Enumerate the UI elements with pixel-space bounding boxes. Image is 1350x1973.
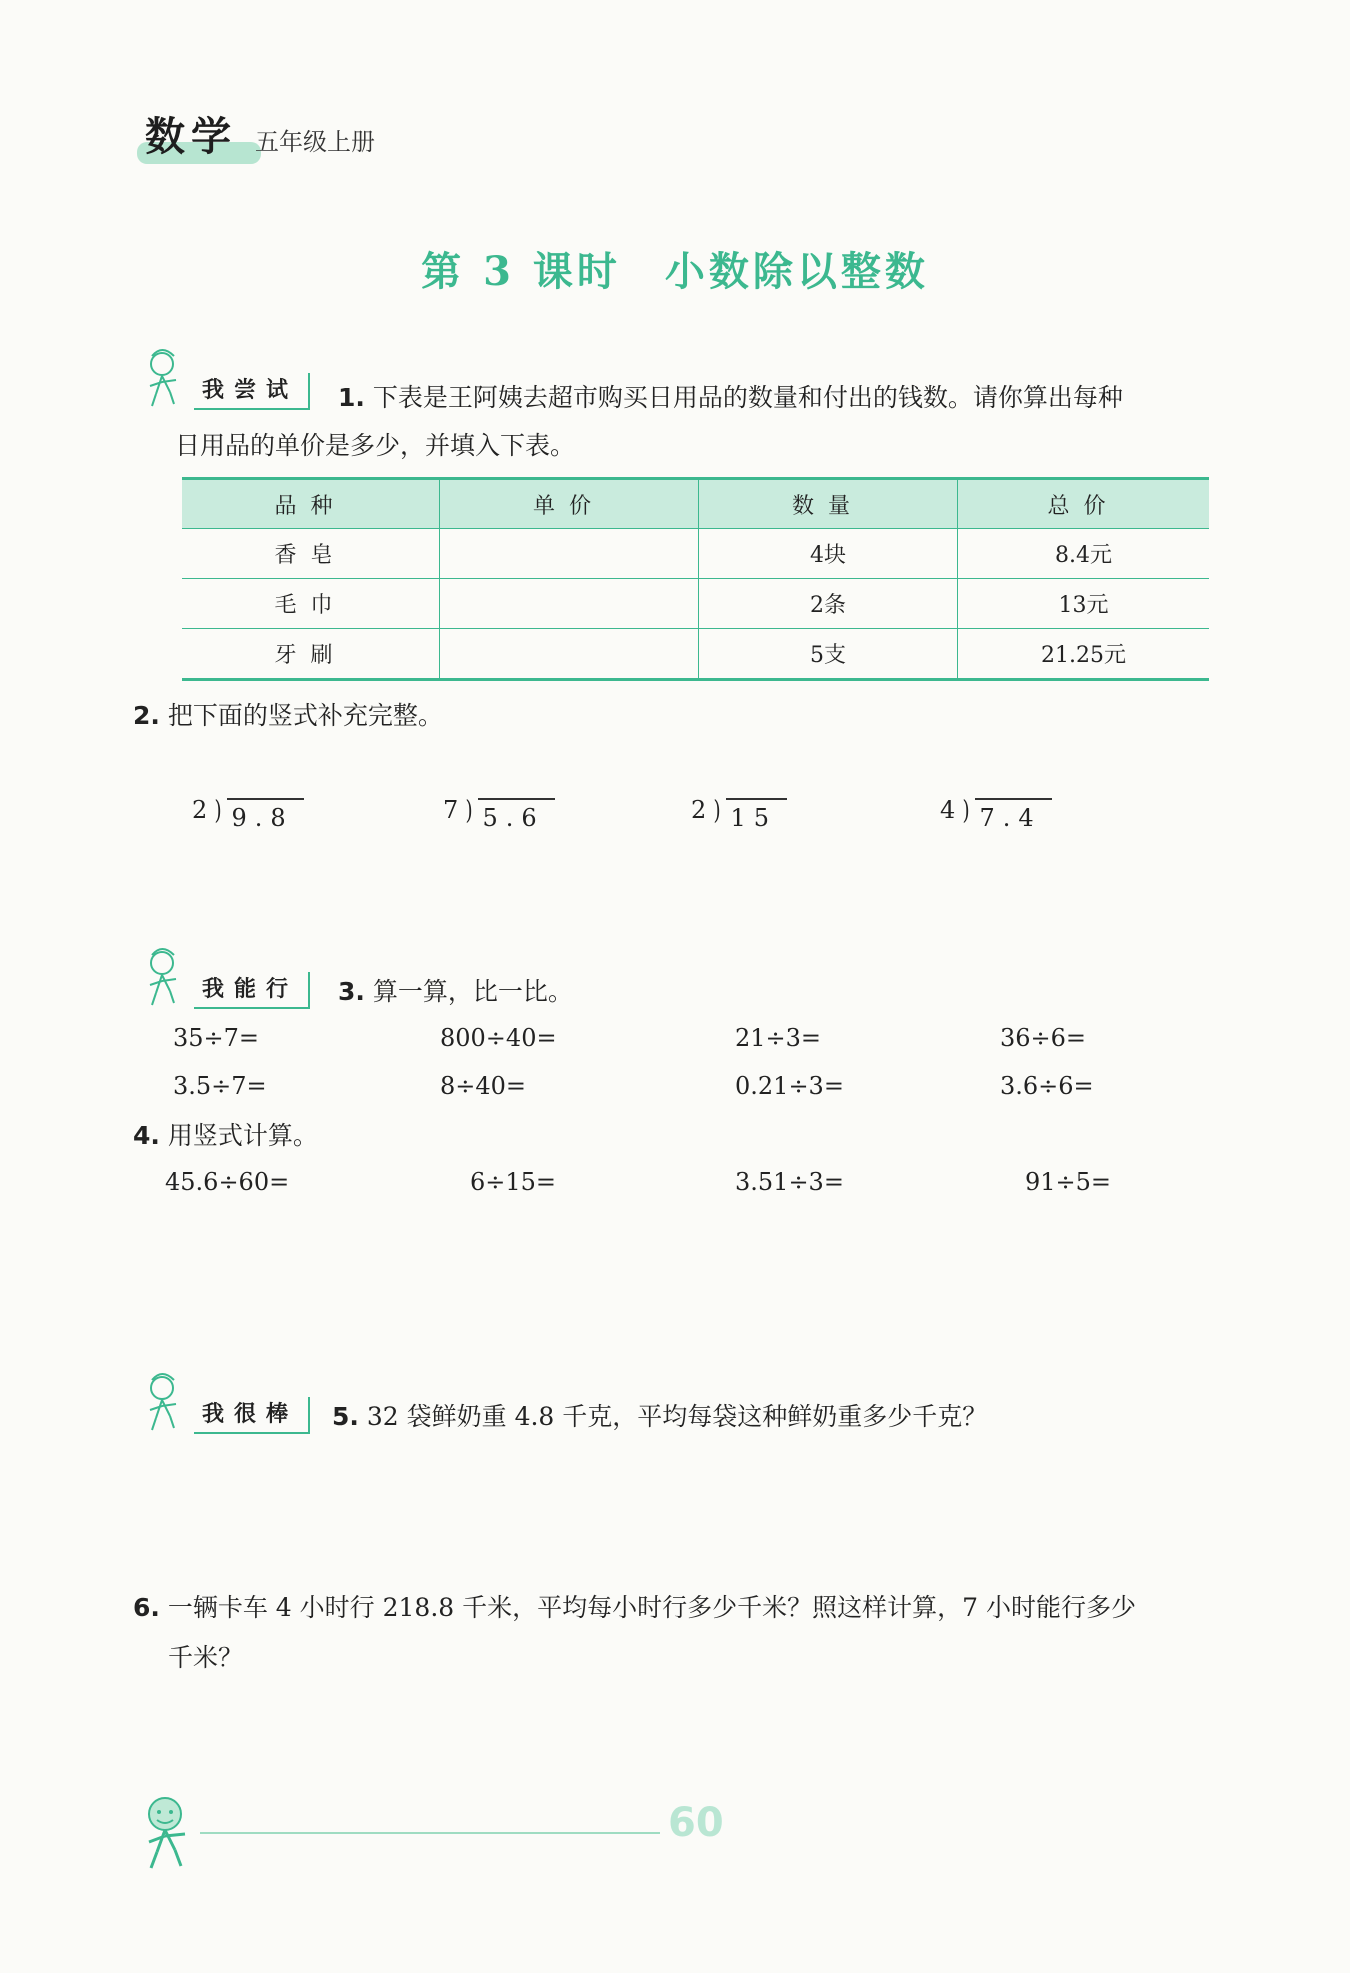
expression: 35÷7= bbox=[173, 1024, 260, 1052]
section-tag-great bbox=[140, 1370, 310, 1434]
unit-price-blank[interactable] bbox=[440, 629, 699, 680]
section-label-great: 我很棒 bbox=[194, 1397, 310, 1434]
expression: 3.51÷3= bbox=[735, 1168, 844, 1196]
expression: 91÷5= bbox=[1025, 1168, 1112, 1196]
section-label-try: 我尝试 bbox=[194, 373, 310, 410]
row-total: 21.25元 bbox=[958, 629, 1210, 680]
expression: 45.6÷60= bbox=[165, 1168, 290, 1196]
q5-text: 32 袋鲜奶重 4.8 千克，平均每袋这种鲜奶重多少千克？ bbox=[366, 1402, 988, 1431]
mascot-icon bbox=[140, 1370, 188, 1434]
q4-number: 4. bbox=[133, 1121, 160, 1150]
header-quantity: 数量 bbox=[699, 479, 958, 529]
row-name: 香皂 bbox=[182, 529, 440, 579]
q5-number: 5. bbox=[332, 1402, 359, 1431]
table-row bbox=[182, 579, 1209, 629]
row-total: 8.4元 bbox=[958, 529, 1210, 579]
expression: 6÷15= bbox=[470, 1168, 557, 1196]
q6-number: 6. bbox=[133, 1593, 160, 1622]
q6-text-line2: 千米？ bbox=[168, 1643, 244, 1672]
divisor: 2 bbox=[691, 796, 707, 824]
q3-line bbox=[338, 968, 573, 1016]
dividend: 15 bbox=[726, 798, 787, 832]
long-division: 7 ) 5.6 bbox=[443, 796, 555, 832]
divisor: 7 bbox=[443, 796, 459, 824]
expression: 8÷40= bbox=[440, 1072, 527, 1100]
dividend: 7.4 bbox=[975, 798, 1051, 832]
dividend: 9.8 bbox=[227, 798, 303, 832]
q1-text-line1: 下表是王阿姨去超市购买日用品的数量和付出的钱数。请你算出每种 bbox=[372, 383, 1123, 412]
section-tag-can bbox=[140, 945, 310, 1009]
unit-price-blank[interactable] bbox=[440, 579, 699, 629]
header-name: 品种 bbox=[182, 479, 440, 529]
q5-line bbox=[332, 1393, 987, 1441]
long-division: 2 ) 15 bbox=[691, 796, 787, 832]
expression: 21÷3= bbox=[735, 1024, 822, 1052]
row-quantity: 2条 bbox=[699, 579, 958, 629]
dividend: 5.6 bbox=[478, 798, 554, 832]
grade-label: 五年级上册 bbox=[255, 128, 375, 156]
table-row bbox=[182, 529, 1209, 579]
header-unit-price: 单价 bbox=[440, 479, 699, 529]
q2-line bbox=[133, 692, 443, 740]
footer-line bbox=[200, 1832, 660, 1834]
row-quantity: 4块 bbox=[699, 529, 958, 579]
footer-mascot-icon bbox=[135, 1790, 197, 1872]
q1-number: 1. bbox=[338, 383, 365, 412]
section-tag-try bbox=[140, 346, 310, 410]
q4-text: 用竖式计算。 bbox=[167, 1121, 318, 1150]
long-division: 4 ) 7.4 bbox=[940, 796, 1052, 832]
row-total: 13元 bbox=[958, 579, 1210, 629]
expression: 3.5÷7= bbox=[173, 1072, 267, 1100]
expression: 36÷6= bbox=[1000, 1024, 1087, 1052]
q1-line1 bbox=[338, 374, 1123, 422]
page-number: 60 bbox=[668, 1800, 724, 1846]
long-division: 2 ) 9.8 bbox=[192, 796, 304, 832]
row-name: 牙刷 bbox=[182, 629, 440, 680]
page-header bbox=[145, 105, 375, 162]
table-row bbox=[182, 629, 1209, 680]
expression: 0.21÷3= bbox=[735, 1072, 844, 1100]
row-quantity: 5支 bbox=[699, 629, 958, 680]
q6-text-line1: 一辆卡车 4 小时行 218.8 千米，平均每小时行多少千米？照这样计算，7 小时能行多少 bbox=[167, 1593, 1136, 1622]
subject-title: 数学 bbox=[145, 105, 237, 162]
q2-text: 把下面的竖式补充完整。 bbox=[167, 701, 443, 730]
q2-number: 2. bbox=[133, 701, 160, 730]
expression: 800÷40= bbox=[440, 1024, 557, 1052]
table-header-row bbox=[182, 479, 1209, 529]
q3-text: 算一算，比一比。 bbox=[372, 977, 573, 1006]
unit-price-blank[interactable] bbox=[440, 529, 699, 579]
mascot-icon bbox=[140, 945, 188, 1009]
lesson-title: 第 3 课时 小数除以整数 bbox=[421, 248, 929, 295]
divisor: 4 bbox=[940, 796, 956, 824]
row-name: 毛巾 bbox=[182, 579, 440, 629]
section-label-can: 我能行 bbox=[194, 972, 310, 1009]
goods-table bbox=[182, 477, 1209, 681]
header-total-price: 总价 bbox=[958, 479, 1210, 529]
q3-number: 3. bbox=[338, 977, 365, 1006]
expression: 3.6÷6= bbox=[1000, 1072, 1094, 1100]
q1-text-line2: 日用品的单价是多少，并填入下表。 bbox=[175, 431, 576, 460]
q4-line bbox=[133, 1112, 318, 1160]
mascot-icon bbox=[140, 346, 188, 410]
divisor: 2 bbox=[192, 796, 208, 824]
q6-line1 bbox=[133, 1584, 1136, 1632]
